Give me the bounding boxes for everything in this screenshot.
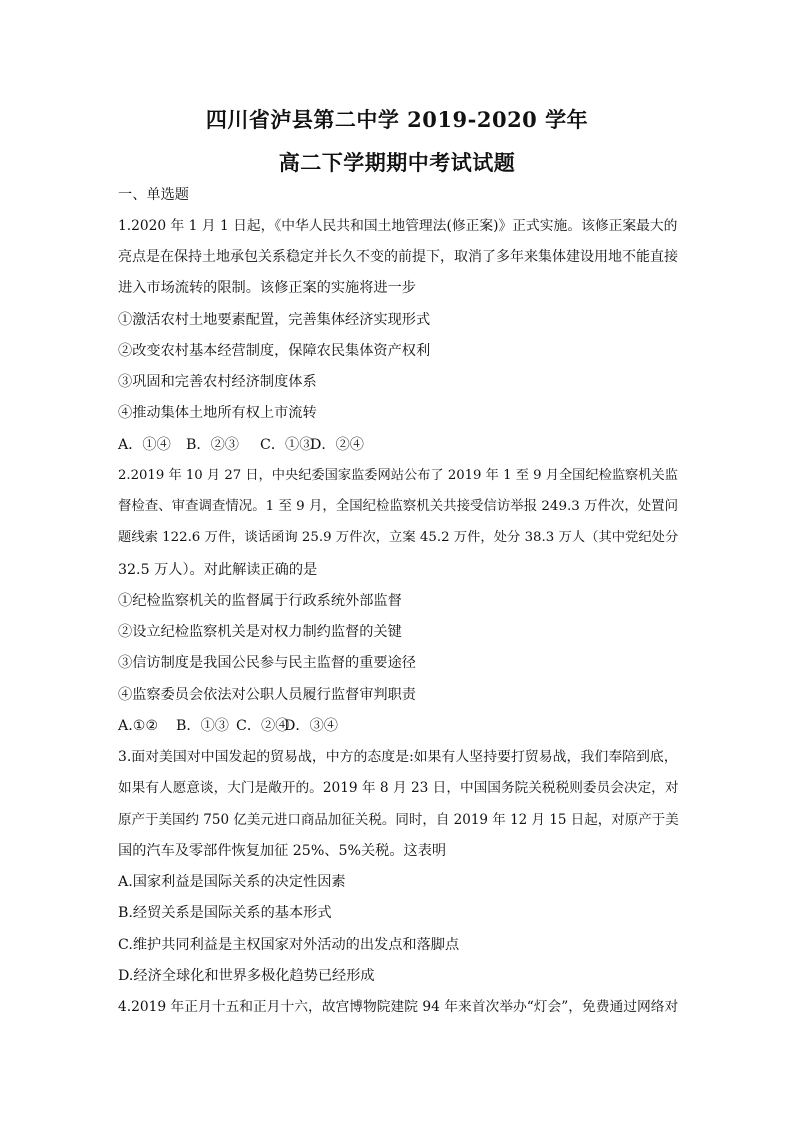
q3-choice-a: A.国家利益是国际关系的决定性因素 xyxy=(118,874,346,890)
q2-stem-line: 32.5 万人）。对此解读正确的是 xyxy=(118,562,318,578)
q1-stem-line: 1.2020 年 1 月 1 日起，《中华人民共和国土地管理法(修正案)》正式实施。该修正案最大的 xyxy=(118,218,678,234)
q2-option-b: B．①③ xyxy=(176,718,229,734)
q1-option-b: B．②③ xyxy=(186,437,239,453)
q1-stem-line: 进入市场流转的限制。该修正案的实施将进一步 xyxy=(118,280,416,296)
q1-options xyxy=(118,436,364,454)
q3-choice-b: B.经贸关系是国际关系的基本形式 xyxy=(118,905,332,921)
q2-statement: ①纪检监察机关的监督属于行政系统外部监督 xyxy=(118,593,402,609)
q3-choice-c: C.维护共同利益是主权国家对外活动的出发点和落脚点 xyxy=(118,937,460,953)
q1-option-d: D．②④ xyxy=(310,437,364,453)
q3-stem-line: 国的汽车及零部件恢复加征 25%、5%关税。这表明 xyxy=(118,843,447,859)
q2-option-d: D．③④ xyxy=(284,718,338,734)
q1-option-a: A．①④ xyxy=(118,437,171,453)
section-heading: 一、单选题 xyxy=(118,187,189,203)
q3-stem-line: 原产于美国约 750 亿美元进口商品加征关税。同时，自 2019 年 12 月 15 日起，对原产于美 xyxy=(118,812,679,828)
document-subtitle: 高二下学期期中考试试题 xyxy=(278,150,516,175)
q1-statement: ②改变农村基本经营制度，保障农民集体资产权利 xyxy=(118,343,431,359)
q2-stem-line: 2.2019 年 10 月 27 日，中央纪委国家监委网站公布了 2019 年 1 至 9 月全国纪检监察机关监 xyxy=(118,468,678,483)
q2-option-c: C．②④ xyxy=(236,718,290,734)
q3-choice-d: D.经济全球化和世界多极化趋势已经形成 xyxy=(118,968,375,984)
q1-statement: ④推动集体土地所有权上市流转 xyxy=(118,405,317,421)
document-title: 四川省泸县第二中学 2019-2020 学年 xyxy=(205,107,589,132)
q2-statement: ②设立纪检监察机关是对权力制约监督的关键 xyxy=(118,624,402,640)
q2-stem-line: 督检查、审查调查情况。1 至 9 月，全国纪检监察机关共接受信访举报 249.3 万件次，处置问 xyxy=(118,499,679,514)
q2-option-a: A.①② xyxy=(118,718,159,734)
q1-stem-line: 亮点是在保持土地承包关系稳定并长久不变的前提下，取消了多年来集体建设用地不能直接 xyxy=(118,249,678,265)
q3-stem-line: 如果有人愿意谈，大门是敞开的。2019 年 8 月 23 日，中国国务院关税税则委员会决定，对 xyxy=(118,780,679,796)
q2-stem-line: 题线索 122.6 万件，谈话函询 25.9 万件次，立案 45.2 万件，处分 38.3 万人（其中党纪处分 xyxy=(118,530,679,545)
q2-statement: ④监察委员会依法对公职人员履行监督审判职责 xyxy=(118,687,416,703)
q2-statement: ③信访制度是我国公民参与民主监督的重要途径 xyxy=(118,655,416,671)
q1-statement: ③巩固和完善农村经济制度体系 xyxy=(118,374,317,390)
q4-stem-line: 4.2019 年正月十五和正月十六，故宫博物院建院 94 年来首次举办“灯会”，免费通过网络对 xyxy=(118,999,679,1015)
q3-stem-line: 3.面对美国对中国发起的贸易战，中方的态度是:如果有人坚持要打贸易战，我们奉陪到底， xyxy=(118,749,678,765)
q2-options xyxy=(118,717,338,735)
q1-option-c: C．①③ xyxy=(260,437,314,453)
q1-statement: ①激活农村土地要素配置，完善集体经济实现形式 xyxy=(118,312,431,328)
